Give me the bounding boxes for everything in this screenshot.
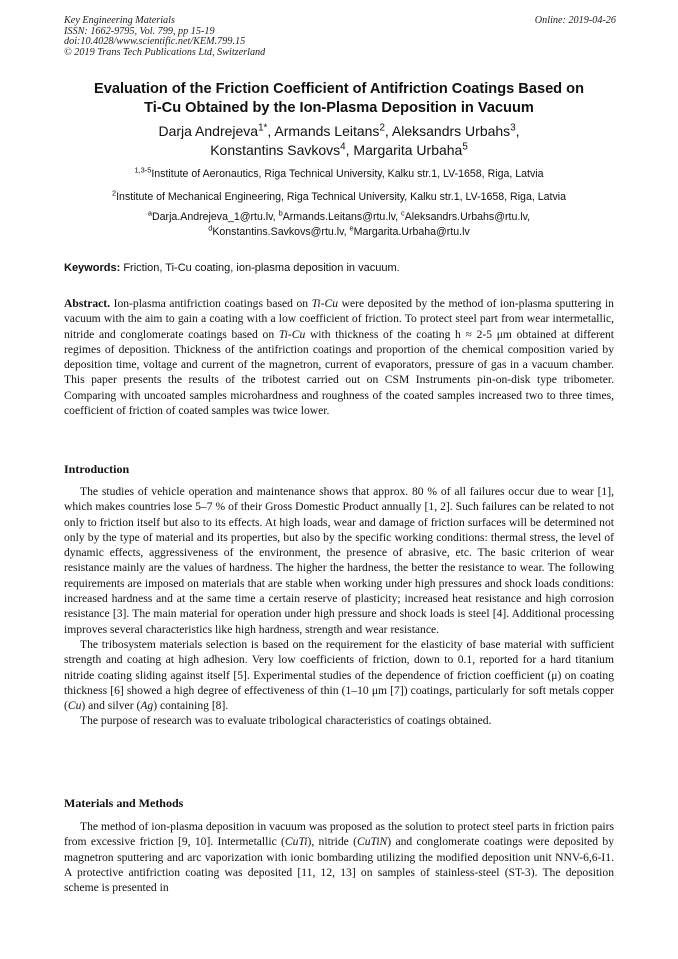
mm-text-2: ), nitride ( (307, 835, 357, 849)
affiliation-2 (30, 190, 648, 204)
online-date: Online: 2019-04-26 (534, 15, 616, 26)
email-5[interactable]: Margarita.Urbaha@rtu.lv (353, 225, 470, 238)
issn-line: ISSN: 1662-9795, Vol. 799, pp 15-19 (64, 25, 215, 37)
email-3-sup: c (401, 208, 405, 218)
intro-p2-text-2: ) and silver ( (81, 699, 141, 713)
email-2[interactable]: Armands.Leitans@rtu.lv, (282, 211, 399, 223)
affiliation-1 (30, 167, 648, 181)
author-5: Margarita Urbaha (353, 141, 463, 158)
abstract-text-2: were deposited by the method of ion-plasma sputtering in vacuum with the aim to gain a coating with a low coefficient of friction. To protect steel part from wear intermetallic, nitride and conglomerate coatings based on (64, 297, 614, 341)
abstract-text-1: Ion-plasma antifriction coatings based on (113, 297, 309, 310)
keywords-text: Friction, Ti-Cu coating, ion-plasma deposition in vacuum. (123, 262, 400, 274)
email-3[interactable]: Aleksandrs.Urbahs@rtu.lv, (404, 211, 531, 223)
abstract-label: Abstract. (64, 297, 111, 310)
intro-paragraph-1: The studies of vehicle operation and maintenance shows that approx. 80 % of all failures occur due to wear [1], which makes countries lose 5–7 % of their Gross Domestic Product annually [1, 2]. Such failures can be related to not only to friction itself but also to its effects. At high loads, wear and damage of friction surfaces will be determined not only by the type of material and its properties, but also by the specific working conditions: thermal stress, the level of dynamic effects, aggressiveness of the environment, the presence of abrasive, etc. The basic criterion of wear resistance mainly are the values of hardness. The higher the hardness, the better the resistance to wear. The following requirements are imposed on materials that are stable when working under high pressures and shock loads conditions: increased hardness and at the same time a certain reserve of plasticity; increased heat resistance and high corrosion resistance [3]. The main material for operation under high pressure and shock loads is steel [4]. Additional processing improves several characteristics like high hardness, strength and wear resistance. (64, 485, 614, 636)
keywords (64, 261, 624, 275)
journal-header (64, 16, 404, 58)
keywords-label: Keywords: (64, 262, 121, 274)
author-2: Armands Leitans (274, 123, 380, 139)
intro-paragraph-2 (64, 637, 614, 713)
introduction-body (64, 484, 614, 729)
intro-p2-cu: Cu (67, 699, 82, 713)
mm-text-1: The method of ion-plasma deposition in vacuum was proposed as the solution to protect steel parts in friction pairs from excessive friction [9, 10]. Intermetallic ( (64, 820, 614, 849)
abstract-text-3: with thickness of the coating h ≈ 2-5 μm obtained at different regimes of deposition. Thickness of the antifriction coatings and proportion of the chemical composition varied by deposition time, voltage and current of the magnetron, current of evaporators, pressure of gas in a vacuum chamber. This paper presents the results of the tribotest carried out on CSM Instruments pin-on-disk type tribometer. Comparing with uncoated samples microhardness and roughness of the coated samples increased two to three times, coefficient of friction of coated samples was twice lower. (64, 327, 614, 418)
email-4-sup: d (208, 222, 213, 232)
abstract-em-1: Ti-Cu (311, 297, 339, 310)
author-1-sup: 1* (258, 122, 268, 134)
author-4: Konstantins Savkovs (210, 141, 341, 158)
intro-p2-text-1: The tribosystem materials selection is based on the requirement for the elasticity of base material with sufficient strength and coating at high adhesion. Very low coefficients of friction, down to 0.1, reported for a hard titanium nitride coating sliding against itself [5]. Experimental studies of the dependence of friction coefficient (μ) on coating thickness [6] showed a high degree of effectiveness of thin (1–10 μm [7]) coatings, particularly for soft metals copper ( (64, 637, 614, 713)
author-4-sup: 4 (340, 140, 346, 152)
email-1-sup: a (147, 208, 152, 218)
affiliation-2-sup: 2 (111, 188, 117, 198)
author-5-sup: 5 (462, 140, 468, 152)
mm-em-2: CuTiN (356, 835, 388, 849)
affiliation-1-sup: 1,3-5 (134, 165, 152, 175)
email-5-sup: e (349, 222, 354, 232)
author-1: Darja Andrejeva (158, 123, 259, 139)
introduction-heading: Introduction (64, 462, 130, 476)
email-list (40, 210, 638, 239)
mm-paragraph-1 (64, 819, 614, 895)
journal-name: Key Engineering Materials (64, 15, 175, 26)
author-3: Aleksandrs Urbahs (391, 123, 511, 139)
paper-title (40, 80, 638, 117)
materials-methods-heading: Materials and Methods (64, 796, 184, 810)
mm-text-3: ) and conglomerate coatings were deposited by magnetron sputtering and arc vaporization with ionic bombarding utilizing the modified deposition unit NNV-6,6-I1. A protective antifriction coating was deposited [11, 12, 13] on samples of stainless-steel (ST-3). The deposition scheme is presented in (64, 835, 614, 895)
doi-line: doi:10.4028/www.scientific.net/KEM.799.15 (64, 36, 246, 48)
mm-em-1: CuTi (284, 835, 308, 849)
author-3-sup: 3 (510, 122, 516, 134)
copyright-line: © 2019 Trans Tech Publications Ltd, Switzerland (64, 46, 266, 58)
intro-p2-text-3: ) containing [8]. (153, 699, 229, 713)
intro-p2-ag: Ag (140, 699, 154, 713)
author-2-sup: 2 (379, 122, 385, 134)
email-1[interactable]: Darja.Andrejeva_1@rtu.lv, (152, 211, 276, 223)
affiliation-2-text: Institute of Mechanical Engineering, Riga Technical University, Kalku str.1, LV-1658, Riga, Latvia (116, 191, 566, 203)
affiliation-1-text: Institute of Aeronautics, Riga Technical University, Kalku str.1, LV-1658, Riga, Latvia (151, 168, 544, 180)
intro-paragraph-3: The purpose of research was to evaluate tribological characteristics of coatings obtained. (80, 714, 492, 728)
materials-methods-body (64, 819, 614, 895)
abstract-em-2: Ti-Cu (278, 327, 306, 341)
title-line-2: Ti-Cu Obtained by the Ion-Plasma Deposition in Vacuum (144, 99, 534, 116)
email-2-sup: b (278, 208, 283, 218)
title-line-1: Evaluation of the Friction Coefficient of Antifriction Coatings Based on (94, 81, 584, 97)
email-4[interactable]: Konstantins.Savkovs@rtu.lv, (212, 225, 347, 238)
author-list: Darja Andrejeva$^{1*}$, Armands Leitans$^2$, Aleksandrs Urbahs$^3$, Konstantins Savkovs$^4$, Margarita Urbaha$^5$ (158, 122, 520, 158)
abstract (64, 296, 614, 418)
